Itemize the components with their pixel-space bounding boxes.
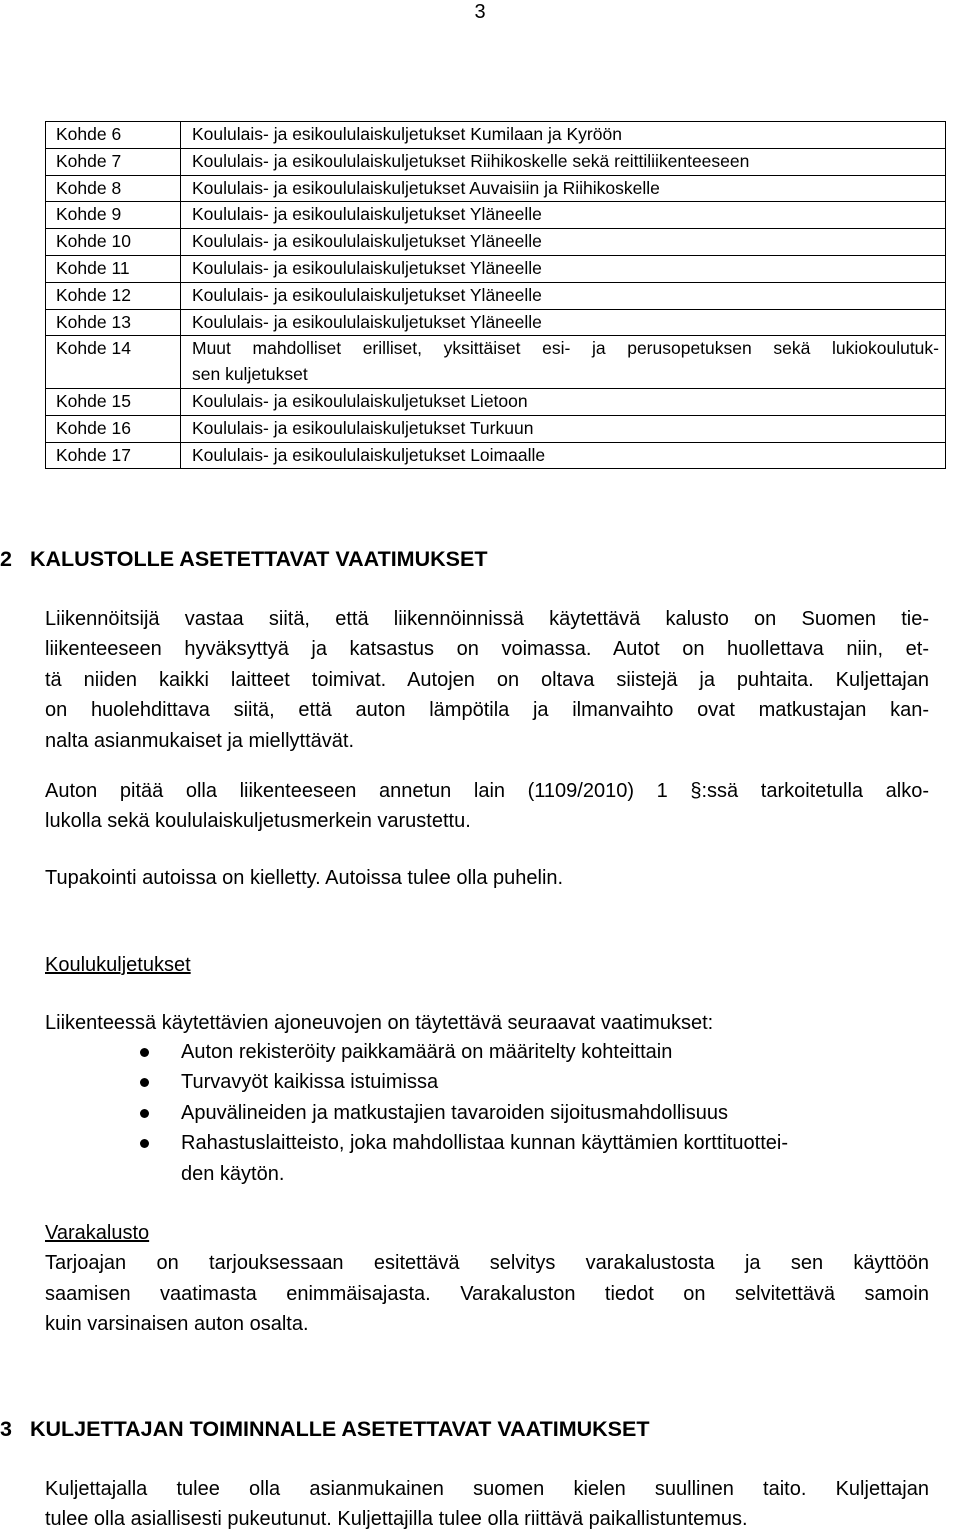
table-row: [46, 282, 946, 309]
bullet-dot-icon: [140, 1078, 149, 1087]
kohde-description: Koululais- ja esikoululaiskuljetukset Auvaisiin ja Riihikoskelle: [192, 177, 660, 198]
table-row: [46, 202, 946, 229]
para1-line: tä niiden kaikki laitteet toimivat. Autojen on oltava siistejä ja puhtaita. Kuljettajan: [45, 668, 929, 691]
kohde-id-cell: [46, 148, 181, 175]
section-3-line: tulee olla asiallisesti pukeutunut. Kuljettajilla tulee olla riittävä paikallistuntemus.: [45, 1508, 748, 1531]
kohde-id-cell: [46, 175, 181, 202]
kohde-description-cell: [181, 415, 946, 442]
kohde-id: Kohde 14: [56, 338, 131, 359]
requirements-intro-text: Liikenteessä käytettävien ajoneuvojen on täytettävä seuraavat vaatimukset:: [45, 1012, 714, 1034]
kohde-id-cell: [46, 442, 181, 469]
table-row: [46, 336, 946, 389]
kohde-description: Koululais- ja esikoululaiskuljetukset Kumilaan ja Kyröön: [192, 124, 622, 144]
varakalusto-section: [45, 1218, 929, 1340]
kohde-description: Koululais- ja esikoululaiskuljetukset Turkuun: [192, 417, 534, 438]
varakalusto-line: saamisen vaatimasta enimmäisajasta. Varakaluston tiedot on selvitettävä samoin: [45, 1282, 929, 1305]
table-row: [46, 388, 946, 415]
table-row: [46, 122, 946, 149]
kohde-description: Koululais- ja esikoululaiskuljetukset Riihikoskelle sekä reittiliikenteeseen: [192, 150, 750, 171]
list-item-text: Apuvälineiden ja matkustajien tavaroiden sijoitusmahdollisuus: [181, 1101, 728, 1124]
list-item-text: den käytön.: [181, 1162, 285, 1185]
section-2-title: KALUSTOLLE ASETETTAVAT VAATIMUKSET: [30, 547, 488, 571]
koulukuljetukset-title: Koulukuljetukset: [45, 954, 191, 976]
kohde-description: Koululais- ja esikoululaiskuljetukset Yläneelle: [192, 284, 542, 305]
kohde-description: Koululais- ja esikoululaiskuljetukset Yläneelle: [192, 257, 542, 278]
kohde-description-cell: [181, 122, 946, 149]
table-row: [46, 415, 946, 442]
kohde-id-cell: [46, 309, 181, 336]
section-3-line: Kuljettajalla tulee olla asianmukainen suomen kielen suullinen taito. Kuljettajan: [45, 1478, 929, 1500]
kohde-description-cell: [181, 309, 946, 336]
para1-line: on huolehdittava siitä, että auton lämpötila ja ilmanvaihto ovat matkustajan kan-: [45, 699, 929, 722]
list-item-text: Turvavyöt kaikissa istuimissa: [181, 1071, 439, 1094]
section-3-heading: [0, 1416, 650, 1442]
kohde-id-cell: [46, 388, 181, 415]
list-item-text: Auton rekisteröity paikkamäärä on määritelty kohteittain: [181, 1041, 673, 1063]
kohde-description-cell: [181, 202, 946, 229]
kohde-id-cell: [46, 229, 181, 256]
kohde-description-cell: [181, 175, 946, 202]
table-row: [46, 229, 946, 256]
kohde-description-cell: [181, 442, 946, 469]
varakalusto-line: kuin varsinaisen auton osalta.: [45, 1313, 309, 1336]
kohde-description-cell: [181, 282, 946, 309]
section-2-paragraph-1: [45, 604, 929, 756]
kohde-table: [45, 121, 946, 469]
list-item: [0, 1098, 940, 1128]
table-row: [46, 442, 946, 469]
koulukuljetukset-heading: [45, 950, 929, 980]
kohde-id-cell: [46, 255, 181, 282]
varakalusto-heading: Varakalusto: [45, 1222, 150, 1244]
section-3-paragraph: [45, 1474, 929, 1535]
kohde-description: Koululais- ja esikoululaiskuljetukset Loimaalle: [192, 444, 546, 465]
kohde-description-cell: [181, 255, 946, 282]
para1-line: nalta asianmukaiset ja miellyttävät.: [45, 729, 355, 752]
kohde-description-cell: [181, 148, 946, 175]
kohde-id: Kohde 12: [56, 284, 131, 305]
para2-line: Auton pitää olla liikenteeseen annetun lain (1109/2010) 1 §:ssä tarkoitetulla alko-: [45, 780, 929, 802]
kohde-id: Kohde 11: [56, 257, 130, 278]
section-2-paragraph-2: [45, 776, 929, 837]
kohde-description: Koululais- ja esikoululaiskuljetukset Yläneelle: [192, 204, 542, 225]
table-row: [46, 309, 946, 336]
table-row: [46, 175, 946, 202]
kohde-description: Koululais- ja esikoululaiskuljetukset Lietoon: [192, 390, 528, 411]
kohde-description: sen kuljetukset: [192, 364, 308, 385]
kohde-id: Kohde 16: [56, 417, 131, 438]
para1-line: Liikennöitsijä vastaa siitä, että liikennöinnissä käytettävä kalusto on Suomen tie-: [45, 608, 929, 630]
kohde-description: Koululais- ja esikoululaiskuljetukset Yläneelle: [192, 311, 542, 332]
list-item: [0, 1037, 940, 1067]
varakalusto-line: Tarjoajan on tarjouksessaan esitettävä selvitys varakalustosta ja sen käyttöön: [45, 1252, 929, 1275]
kohde-id-cell: [46, 336, 181, 389]
section-2-number: 2: [0, 547, 12, 571]
kohde-description-cell: [181, 229, 946, 256]
kohde-id: Kohde 13: [56, 311, 131, 332]
kohde-description-cell: [181, 336, 946, 389]
requirements-list: [0, 1037, 940, 1189]
section-3-number: 3: [0, 1417, 12, 1441]
para2-line: lukolla sekä koululaiskuljetusmerkein varustettu.: [45, 810, 471, 833]
section-2-paragraph-3: [45, 863, 929, 893]
kohde-id-cell: [46, 415, 181, 442]
list-item: [0, 1128, 940, 1189]
kohde-id: Kohde 10: [56, 231, 131, 252]
kohde-id-cell: [46, 202, 181, 229]
section-2-heading: [0, 546, 487, 572]
bullet-dot-icon: [140, 1048, 149, 1057]
table-row: [46, 255, 946, 282]
list-item-text: Rahastuslaitteisto, joka mahdollistaa kunnan käyttämien korttituottei-: [181, 1132, 788, 1155]
kohde-description: Koululais- ja esikoululaiskuljetukset Yläneelle: [192, 231, 542, 252]
kohde-id: Kohde 7: [56, 150, 122, 171]
para1-line: liikenteeseen hyväksyttyä ja katsastus on voimassa. Autot on huollettava niin, et-: [45, 638, 929, 661]
kohde-id: Kohde 9: [56, 204, 122, 225]
bullet-dot-icon: [140, 1139, 149, 1148]
list-item: [0, 1067, 940, 1097]
kohde-id: Kohde 6: [56, 124, 122, 144]
table-row: [46, 148, 946, 175]
kohde-description-cell: [181, 388, 946, 415]
page-number: 3: [474, 1, 486, 23]
bullet-dot-icon: [140, 1109, 149, 1118]
section-3-title: KULJETTAJAN TOIMINNALLE ASETETTAVAT VAATIMUKSET: [30, 1417, 650, 1441]
kohde-id: Kohde 17: [56, 444, 131, 465]
kohde-description: Muut mahdolliset erilliset, yksittäiset esi- ja perusopetuksen sekä lukiokoulutuk-: [192, 338, 939, 359]
kohde-id-cell: [46, 122, 181, 149]
kohde-id-cell: [46, 282, 181, 309]
kohde-id: Kohde 8: [56, 177, 122, 198]
requirements-intro: [45, 1008, 929, 1038]
para3-line: Tupakointi autoissa on kielletty. Autoissa tulee olla puhelin.: [45, 867, 564, 889]
kohde-id: Kohde 15: [56, 390, 131, 411]
